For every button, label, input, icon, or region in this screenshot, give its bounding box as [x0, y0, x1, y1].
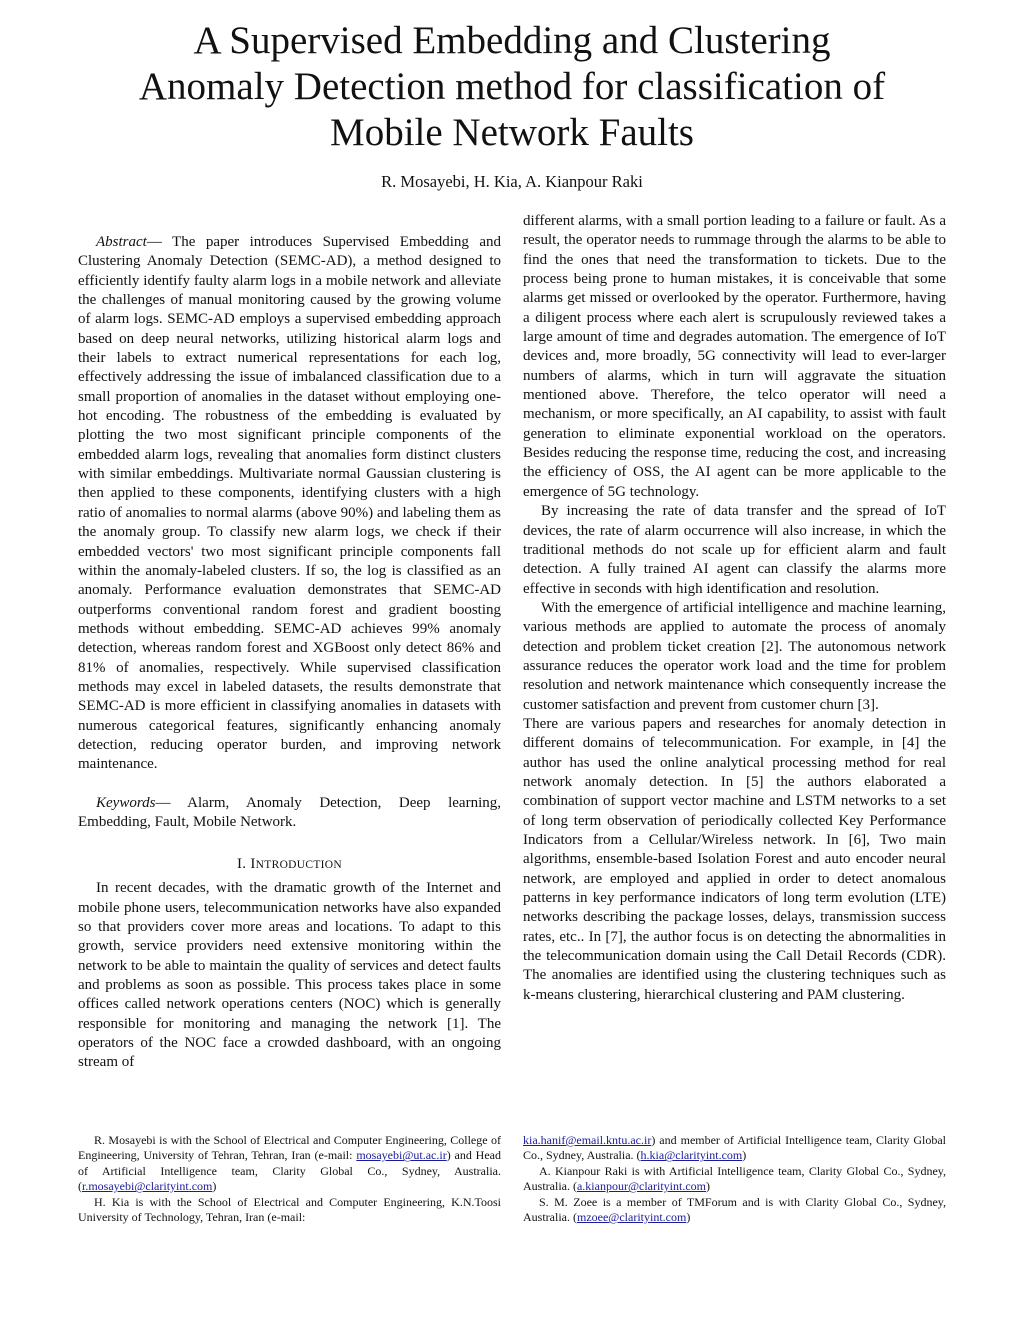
keywords — [78, 794, 501, 833]
footnote-kia-continued — [523, 1133, 946, 1164]
abstract — [78, 233, 501, 775]
title-line-2: Anomaly Detection method for classification of — [138, 65, 886, 108]
footnote-text: ) — [686, 1210, 691, 1225]
footnote-kia: H. Kia is with the School of Electrical and Computer Engineering, K.N.Toosi University of Technology, Tehran, Iran (e-mail: — [78, 1194, 501, 1225]
email-link-mosayebi-clarity[interactable]: r.mosayebi@clarityint.com — [82, 1179, 213, 1194]
intro-paragraph-3: With the emergence of artificial intelligence and machine learning, various methods are applied to automate the process of anomaly detection and problem ticket creation [2]. The autonomous network assurance reduces the operator work load and the time for problem resolution and network maintenance which consequently increase the customer satisfaction and prevent from customer churn [3]. — [523, 599, 946, 713]
abstract-text: The paper introduces Supervised Embedding and Clustering Anomaly Detection (SEMC-AD), a method designed to efficiently identify faulty alarm logs in a mobile network and alleviate the challenges of manual monitoring caused by the growing volume of alarm logs. SEMC-AD employs a supervised embedding approach based on deep neural networks, utilizing historical alarm logs and their labels to extract numerical representations for each log, effectively addressing the issue of imbalanced classification due to a small proportion of anomalies in the dataset without employing one-hot encoding. The robustness of the embedding is evaluated by plotting the two most significant principle components of the embedded alarm logs, revealing that anomalies form distinct clusters with similar embeddings. Multivariate normal Gaussian clustering is then applied to these components, identifying clusters with a high ratio of anomalies to normal alarms (above 90%) and labeling them as the anomaly group. To classify new alarm logs, we check if their embedded vectors' two most significant principle components fall within the anomaly-labeled clusters. If so, the log is classified as an anomaly. Performance evaluation demonstrates that SEMC-AD outperforms conventional random forest and gradient boosting methods without embedding. SEMC-AD achieves 99% anomaly detection, whereas random forest and XGBoost only detect 86% and 81% of anomalies, respectively. While supervised classification methods may excel in labeled datasets, the results demonstrate that SEMC-AD is more efficient in classifying anomalies in datasets with numerous categorical features, significantly enhancing anomaly detection, reducing operator burden, and improving network maintenance. — [78, 234, 501, 773]
footnote-text: ) — [212, 1179, 217, 1194]
footnotes-right — [523, 1133, 946, 1225]
footnotes-left — [78, 1133, 501, 1225]
footnote-text: ) — [742, 1148, 747, 1163]
footnote-kianpour — [523, 1164, 946, 1195]
footnote-text: S. M. Zoee is a member of TMForum and is with Clarity Global Co., Sydney, Australia. ( — [523, 1194, 946, 1225]
footnote-zoee — [523, 1195, 946, 1226]
intro-paragraph-1: In recent decades, with the dramatic growth of the Internet and mobile phone users, telecommunication networks have also expanded so that providers cover more areas and locations. To adapt to this growth, service providers need extensive monitoring within the network to be able to maintain the quality of services and detect faults and problems as soon as possible. This process takes place in some offices called network operations centers (NOC) which is generally responsible for monitoring and managing the network [1]. The operators of the NOC face a crowded dashboard, with an ongoing stream of — [78, 880, 501, 1071]
footnote-text: ) and member of Artificial Intelligence team, Clarity Global Co., Sydney, Australia. ( — [523, 1133, 946, 1163]
footnote-text: ) and Head of Artificial Intelligence team, Clarity Global Co., Sydney, Australia. ( — [78, 1148, 502, 1194]
abstract-label: Abstract — [96, 234, 147, 250]
title-line-1: A Supervised Embedding and Clustering — [193, 19, 831, 62]
right-column — [523, 212, 946, 1005]
keywords-dash: — — [155, 794, 171, 811]
section-title-rest: NTRODUCTION — [255, 859, 343, 872]
email-link-zoee[interactable]: mzoee@clarityint.com — [576, 1210, 687, 1225]
left-column — [78, 212, 501, 1073]
keywords-text: Alarm, Anomaly Detection, Deep learning, Embedding, Fault, Mobile Network. — [78, 794, 501, 830]
intro-paragraph-4: There are various papers and researches for anomaly detection in different domains of telecommunication. For example, in [4] the author has used the online analytical processing method for real network anomaly detection. In [5] the authors elaborated a combination of support vector machine and LSTM networks to a set of long term observation of periodically collected Key Performance Indicators from a Cellular/Wireless network. In [6], Two main algorithms, ensemble-based Isolation Forest and auto encoder neural network, are employed and applied in order to detect anomalous patterns in key performance indicators of long term evolution (LTE) networks describing the package losses, delays, transmission success rates, etc.. In [7], the author focus is on detecting the abnormalities in the telecommunication domain using the Call Detail Records (CDR). The anomalies are identified using the clustering techniques such as k-means clustering, hierarchical clustering and PAM clustering. — [523, 715, 946, 1003]
email-link-kianpour[interactable]: a.kianpour@clarityint.com — [576, 1179, 706, 1194]
title-line-3: Mobile Network Faults — [330, 111, 694, 154]
intro-paragraph-1-continued: different alarms, with a small portion leading to a failure or fault. As a result, the operator needs to rummage through the alarms to be able to find the ones that need the transformation to tickets. Due to the process being prone to human mistakes, it is conceivable that some alarms get missed or overlooked by the operator. Furthermore, having a diligent process where each alert is scrupulously reviewed takes a large amount of time and degrades automation. The emergence of IoT devices and, more broadly, 5G connectivity will lead to ever-larger numbers of alarms, which in turn will aggravate the situation mentioned above. Therefore, the telco operator will need a mechanism, or more specifically, an AI capability, to assist with fault generation to eliminate exponential workload on the operators. Besides reducing the response time, reducing the cost, and increasing the efficiency of OSS, the AI agent can be more applicable to the emergence of 5G technology. — [523, 213, 946, 500]
abstract-dash: — — [146, 234, 162, 250]
footnote-text: A. Kianpour Raki is with Artificial Intelligence team, Clarity Global Co., Sydney, Australia. ( — [523, 1163, 946, 1194]
paper-title — [60, 18, 964, 156]
section-first-letter: I — [250, 856, 256, 873]
footnote-text: ) — [706, 1179, 710, 1194]
section-heading-introduction — [78, 855, 501, 875]
footnote-text: R. Mosayebi is with the School of Electrical and Computer Engineering, College of Engineering, University of Tehran, Tehran, Iran (e-mail: — [78, 1133, 501, 1163]
email-link-kia-clarity[interactable]: h.kia@clarityint.com — [640, 1148, 743, 1163]
author-list: R. Mosayebi, H. Kia, A. Kianpour Raki — [381, 172, 643, 191]
intro-paragraph-2: By increasing the rate of data transfer and the spread of IoT devices, the rate of alarm occurrence will also increase, in which the traditional methods do not scale up for efficient alarm and fault detection. A fully trained AI agent can classify the alarms more effective in seconds with high identification and resolution. — [523, 503, 946, 597]
email-link-kia-kntu[interactable]: kia.hanif@email.kntu.ac.ir — [523, 1133, 652, 1147]
email-link-mosayebi-ut[interactable]: mosayebi@ut.ac.ir — [356, 1148, 447, 1163]
keywords-label: Keywords — [96, 794, 156, 811]
section-number: I. — [236, 856, 247, 873]
footnote-mosayebi — [78, 1133, 501, 1195]
